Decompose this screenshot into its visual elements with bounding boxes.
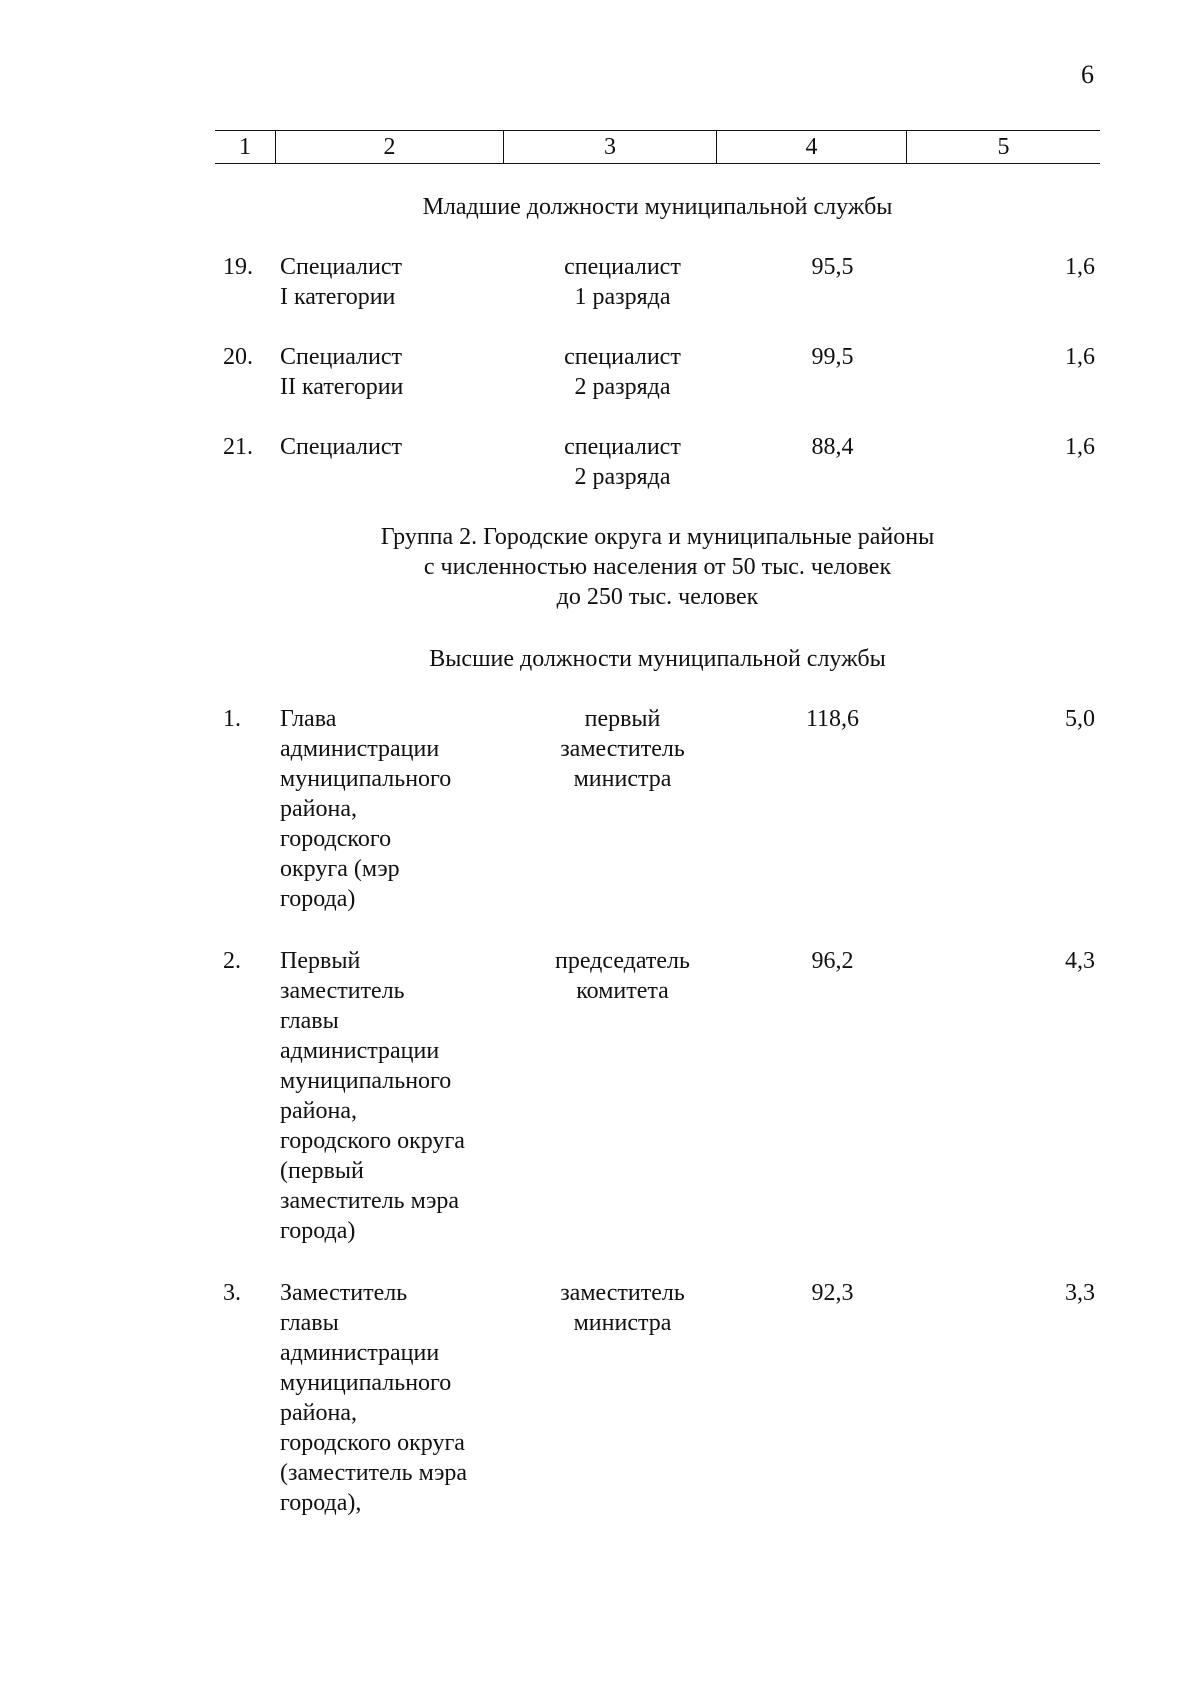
text-line: специалист: [564, 434, 681, 460]
group-heading-line: с численностью населения от 50 тыс. человек: [423, 554, 892, 580]
text-line: председатель: [555, 948, 690, 974]
text-line: главы: [280, 1310, 339, 1336]
text-line: главы: [280, 1008, 339, 1034]
value-col-5: 3,3: [1065, 1280, 1095, 1306]
text-line: администрации: [280, 1340, 440, 1366]
text-line: городского: [280, 826, 392, 852]
text-line: первый: [584, 706, 661, 732]
text-line: заместитель: [560, 736, 685, 762]
value-col-5: 1,6: [1065, 434, 1095, 460]
equivalent-position: [490, 704, 755, 794]
value-col-4: 88,4: [811, 434, 854, 460]
text-line: администрации: [280, 1038, 440, 1064]
value-col-5: 5,0: [1065, 706, 1095, 732]
text-line: города),: [280, 1490, 362, 1516]
row-number: 1.: [223, 706, 241, 732]
position-name: [280, 342, 510, 402]
row-number: 20.: [223, 344, 253, 370]
text-line: заместитель мэра: [280, 1188, 460, 1214]
text-line: министра: [573, 766, 672, 792]
text-line: округа (мэр: [280, 856, 400, 882]
section-heading-junior: Младшие должности муниципальной службы: [422, 194, 893, 220]
text-line: комитета: [576, 978, 669, 1004]
text-line: 2 разряда: [574, 464, 671, 490]
value-col-4: 92,3: [811, 1280, 854, 1306]
text-line: города): [280, 886, 356, 912]
text-line: муниципального: [280, 766, 452, 792]
equivalent-position: [490, 252, 755, 312]
group-heading: [215, 522, 1100, 612]
text-line: 2 разряда: [574, 374, 671, 400]
text-line: II категории: [280, 374, 404, 400]
row-number: 21.: [223, 434, 253, 460]
text-line: министра: [573, 1310, 672, 1336]
equivalent-position: [490, 946, 755, 1006]
text-line: I категории: [280, 284, 396, 310]
text-line: заместитель: [280, 978, 405, 1004]
text-line: 1 разряда: [574, 284, 671, 310]
group-heading-line: до 250 тыс. человек: [556, 584, 759, 610]
text-line: городского округа: [280, 1430, 465, 1456]
position-name: [280, 704, 510, 914]
value-col-5: 1,6: [1065, 344, 1095, 370]
text-line: (заместитель мэра: [280, 1460, 468, 1486]
value-col-5: 4,3: [1065, 948, 1095, 974]
column-number-header: [215, 130, 1100, 164]
text-line: специалист: [564, 344, 681, 370]
position-name: [280, 252, 510, 312]
header-cell-5: 5: [906, 131, 1100, 163]
equivalent-position: [490, 432, 755, 492]
position-name: [280, 946, 510, 1246]
page-number: 6: [1081, 60, 1094, 89]
equivalent-position: [490, 1278, 755, 1338]
text-line: Специалист: [280, 254, 403, 280]
value-col-4: 96,2: [811, 948, 854, 974]
value-col-4: 99,5: [811, 344, 854, 370]
text-line: района,: [280, 796, 357, 822]
header-cell-3: 3: [503, 131, 716, 163]
text-line: Первый: [280, 948, 361, 974]
text-line: муниципального: [280, 1068, 452, 1094]
text-line: (первый: [280, 1158, 364, 1184]
value-col-5: 1,6: [1065, 254, 1095, 280]
text-line: Специалист: [280, 434, 403, 460]
position-name: [280, 432, 510, 462]
position-name: [280, 1278, 510, 1518]
text-line: Специалист: [280, 344, 403, 370]
text-line: специалист: [564, 254, 681, 280]
text-line: Заместитель: [280, 1280, 408, 1306]
group-heading-line: Группа 2. Городские округа и муниципальные районы: [380, 524, 935, 550]
value-col-4: 95,5: [811, 254, 854, 280]
row-number: 19.: [223, 254, 253, 280]
header-cell-1: 1: [239, 134, 251, 160]
header-cell-4: 4: [716, 131, 906, 163]
text-line: Глава: [280, 706, 337, 732]
value-col-4: 118,6: [805, 706, 860, 732]
text-line: города): [280, 1218, 356, 1244]
text-line: администрации: [280, 736, 440, 762]
text-line: заместитель: [560, 1280, 685, 1306]
row-number: 2.: [223, 948, 241, 974]
section-heading-senior: Высшие должности муниципальной службы: [429, 646, 886, 672]
text-line: муниципального: [280, 1370, 452, 1396]
row-number: 3.: [223, 1280, 241, 1306]
text-line: городского округа: [280, 1128, 465, 1154]
text-line: района,: [280, 1098, 357, 1124]
equivalent-position: [490, 342, 755, 402]
header-cell-2: 2: [275, 131, 503, 163]
text-line: района,: [280, 1400, 357, 1426]
